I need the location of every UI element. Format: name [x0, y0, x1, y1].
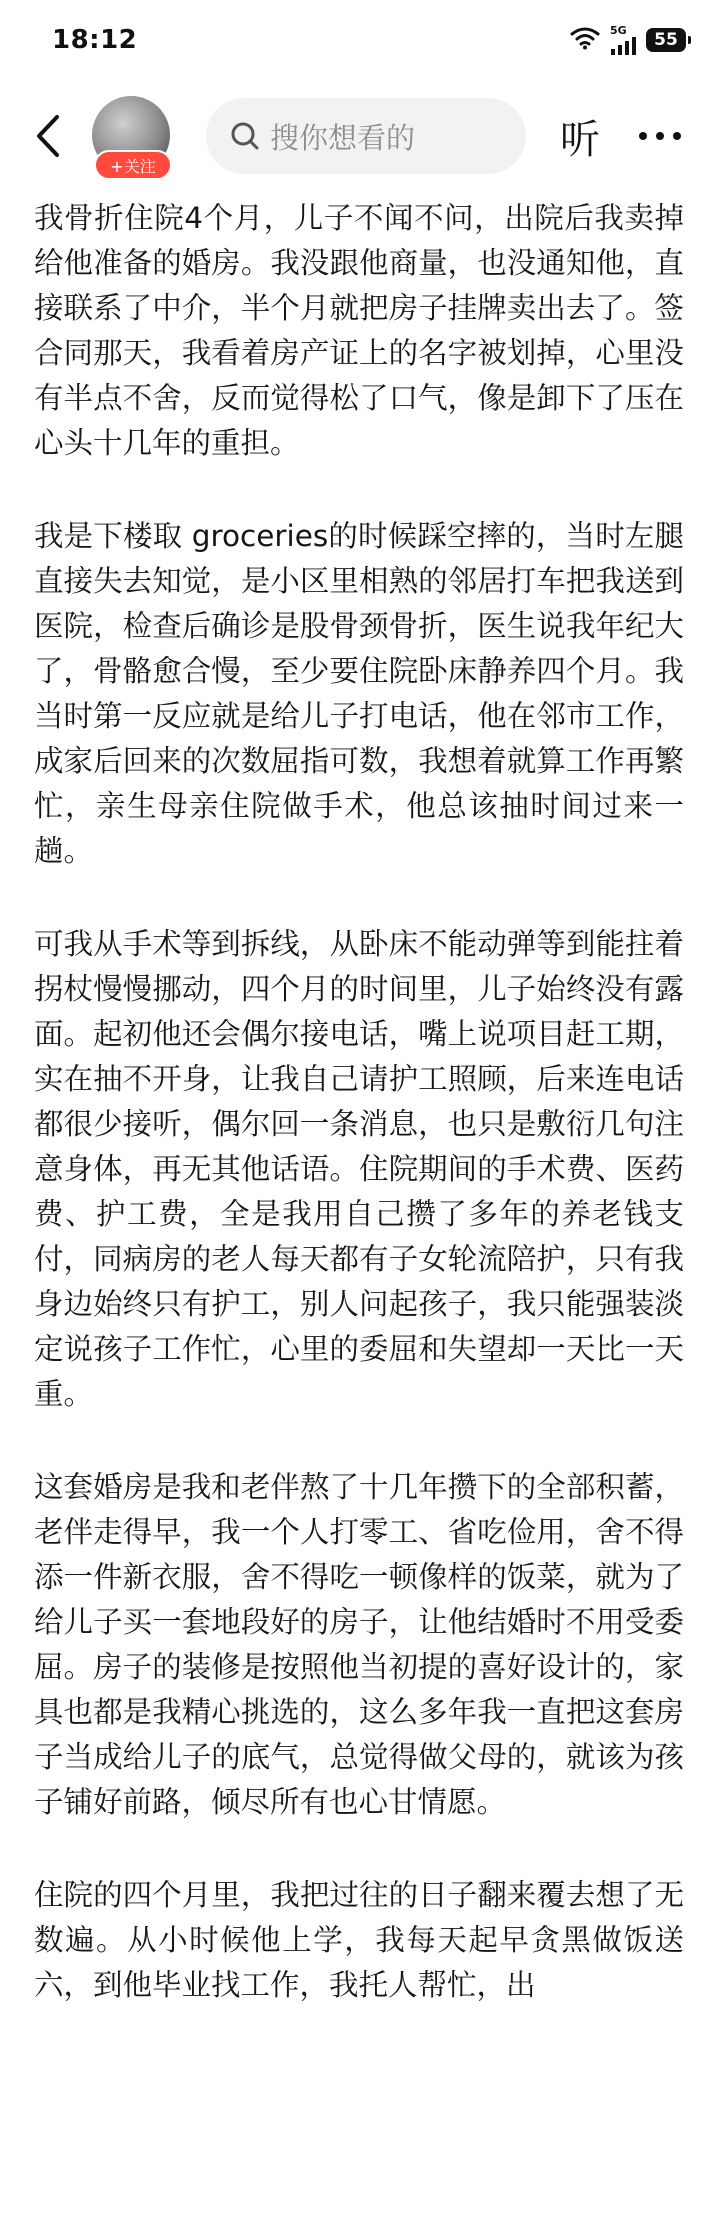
more-dots-icon	[638, 131, 682, 141]
article-paragraph: 我骨折住院4个月，儿子不闻不问，出院后我卖掉给他准备的婚房。我没跟他商量，也没通知他，直接联系了中介，半个月就把房子挂牌卖出去了。签合同那天，我看着房产证上的名字被划掉，心里没有半点不舍，反而觉得松了口气，像是卸下了压在心头十几年的重担。	[34, 201, 684, 460]
article-paragraph: 住院的四个月里，我把过往的日子翻来覆去想了无数遍。从小时候他上学，我每天起早贪黑做饭送六，到他毕业找工作，我托人帮忙，出	[34, 1878, 684, 2002]
search-input[interactable]	[206, 98, 526, 174]
back-button[interactable]	[28, 110, 68, 162]
more-options-button[interactable]	[630, 106, 690, 166]
follow-button[interactable]: +关注	[94, 150, 172, 180]
author-avatar-group[interactable]	[92, 96, 172, 176]
wifi-icon	[570, 26, 600, 54]
signal-icon	[610, 25, 636, 56]
network-type: 5G	[610, 23, 627, 37]
status-icons	[570, 25, 686, 56]
article-paragraph: 可我从手术等到拆线，从卧床不能动弹等到能拄着拐杖慢慢挪动，四个月的时间里，儿子始终没有露面。起初他还会偶尔接电话，嘴上说项目赶工期，实在抽不开身，让我自己请护工照顾，后来连电话都很少接听，偶尔回一条消息，也只是敷衍几句注意身体，再无其他话语。住院期间的手术费、医药费、护工费，全是我用自己攒了多年的养老钱支付，同病房的老人每天都有子女轮流陪护，只有我身边始终只有护工，别人问起孩子，我只能强装淡定说孩子工作忙，心里的委屈和失望却一天比一天重。	[34, 927, 684, 1411]
nav-bar	[0, 88, 720, 184]
battery-level: 55	[654, 30, 678, 50]
search-icon	[230, 121, 260, 151]
battery-icon	[646, 28, 686, 52]
article-paragraph: 我是下楼取 groceries的时候踩空摔的，当时左腿直接失去知觉，是小区里相熟的邻居打车把我送到医院，检查后确诊是股骨颈骨折，医生说我年纪大了，骨骼愈合慢，至少要住院卧床静养四个月。我当时第一反应就是给儿子打电话，他在邻市工作，成家后回来的次数屈指可数，我想着就算工作再繁忙，亲生母亲住院做手术，他总该抽时间过来一趟。	[34, 519, 684, 868]
article-paragraph: 这套婚房是我和老伴熬了十几年攒下的全部积蓄，老伴走得早，我一个人打零工、省吃俭用，舍不得添一件新衣服，舍不得吃一顿像样的饭菜，就为了给儿子买一套地段好的房子，让他结婚时不用受委屈。房子的装修是按照他当初提的喜好设计的，家具也都是我精心挑选的，这么多年我一直把这套房子当成给儿子的底气，总觉得做父母的，就该为孩子铺好前路，倾尽所有也心甘情愿。	[34, 1470, 684, 1819]
listen-button[interactable]: 听	[560, 116, 600, 163]
article-body	[34, 196, 684, 2056]
status-time: 18:12	[52, 25, 138, 55]
status-bar	[0, 0, 720, 80]
search-placeholder: 搜你想看的	[270, 120, 416, 155]
chevron-left-icon	[35, 114, 61, 158]
